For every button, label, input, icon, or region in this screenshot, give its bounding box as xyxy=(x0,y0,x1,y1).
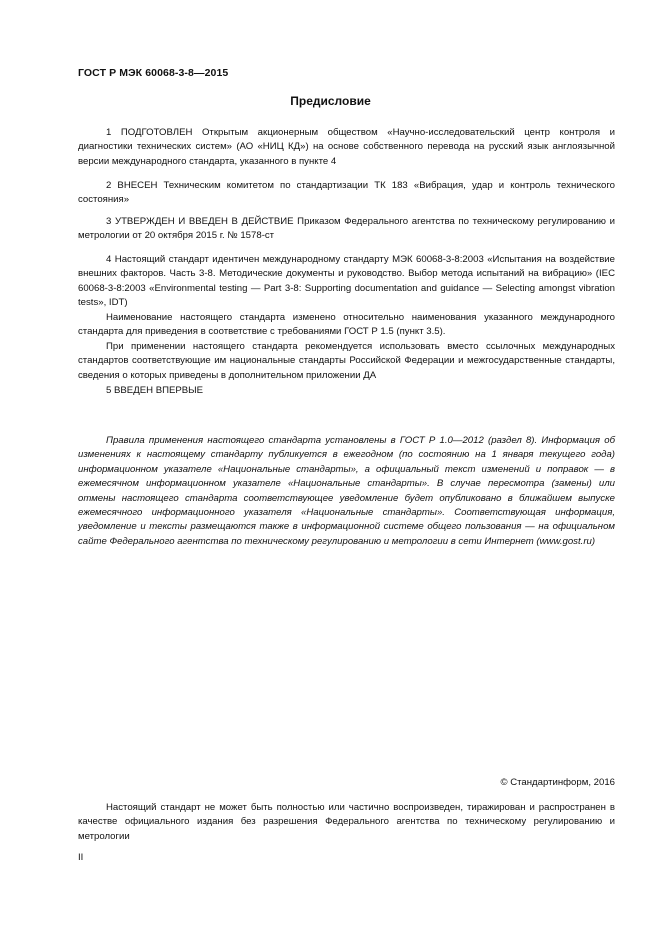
section-4-name-change: Наименование настоящего стандарта изменено относительно наименования указанного международного стандарта для приведения в соответствие с требованиями ГОСТ Р 1.5 (пункт 3.5). xyxy=(78,312,615,338)
section-3: 3 УТВЕРЖДЕН И ВВЕДЕН В ДЕЙСТВИЕ Приказом Федерального агентства по техническому регулированию и метрологии от 20 октября 2015 г. № 1578-ст xyxy=(78,216,615,242)
document-header: ГОСТ Р МЭК 60068-3-8—2015 xyxy=(78,67,229,79)
section-4-reference-note: При применении настоящего стандарта рекомендуется использовать вместо ссылочных международных стандартов соответствующие им национальные стандарты Российской Федерации и межгосударственные стандарты, сведения о которых приведены в дополнительном приложении ДА xyxy=(78,341,615,381)
section-5: 5 ВВЕДЕН ВПЕРВЫЕ xyxy=(106,385,204,396)
section-1: 1 ПОДГОТОВЛЕН Открытым акционерным обществом «Научно-исследовательский центр контроля и диагностики технических систем» (АО «НИЦ КД») на основе собственного перевода на русский язык англоязычной версии международного стандарта, указанного в пункте 4 xyxy=(78,127,615,167)
page-title: Предисловие xyxy=(290,94,371,108)
page-number: II xyxy=(78,852,84,863)
section-2: 2 ВНЕСЕН Техническим комитетом по стандартизации ТК 183 «Вибрация, удар и контроль технического состояния» xyxy=(78,180,615,206)
rules-note: Правила применения настоящего стандарта установлены в ГОСТ Р 1.0—2012 (раздел 8). Информация об изменениях к настоящему стандарту публикуется в ежегодном (по состоянию на 1 января текущего года) информационном указателе «Национальные стандарты», а официальный текст изменений и поправок — в ежемесячном информационном указателе «Национальные стандарты». В случае пересмотра (замены) или отмены настоящего стандарта соответствующее уведомление будет опубликовано в ближайшем выпуске ежемесячного информационного указателя «Национальные стандарты». Соответствующая информация, уведомление и тексты размещаются также в информационной системе общего пользования — на официальном сайте Федерального агентства по техническому регулированию и метрологии в сети Интернет (www.gost.ru) xyxy=(78,435,615,547)
section-4: 4 Настоящий стандарт идентичен международному стандарту МЭК 60068-3-8:2003 «Испытания на воздействие внешних факторов. Часть 3-8. Методические документы и руководство. Выбор метода испытаний на вибрацию» (IEC 60068-3-8:2003 «Environmental testing — Part 3-8: Supporting documentation and guidance — Selecting amongst vibration tests», IDT) xyxy=(78,254,615,309)
copyright-notice: © Стандартинформ, 2016 xyxy=(500,777,615,788)
reproduction-notice: Настоящий стандарт не может быть полностью или частично воспроизведен, тиражирован и распространен в качестве официального издания без разрешения Федерального агентства по техническому регулированию и метрологии xyxy=(78,802,615,842)
